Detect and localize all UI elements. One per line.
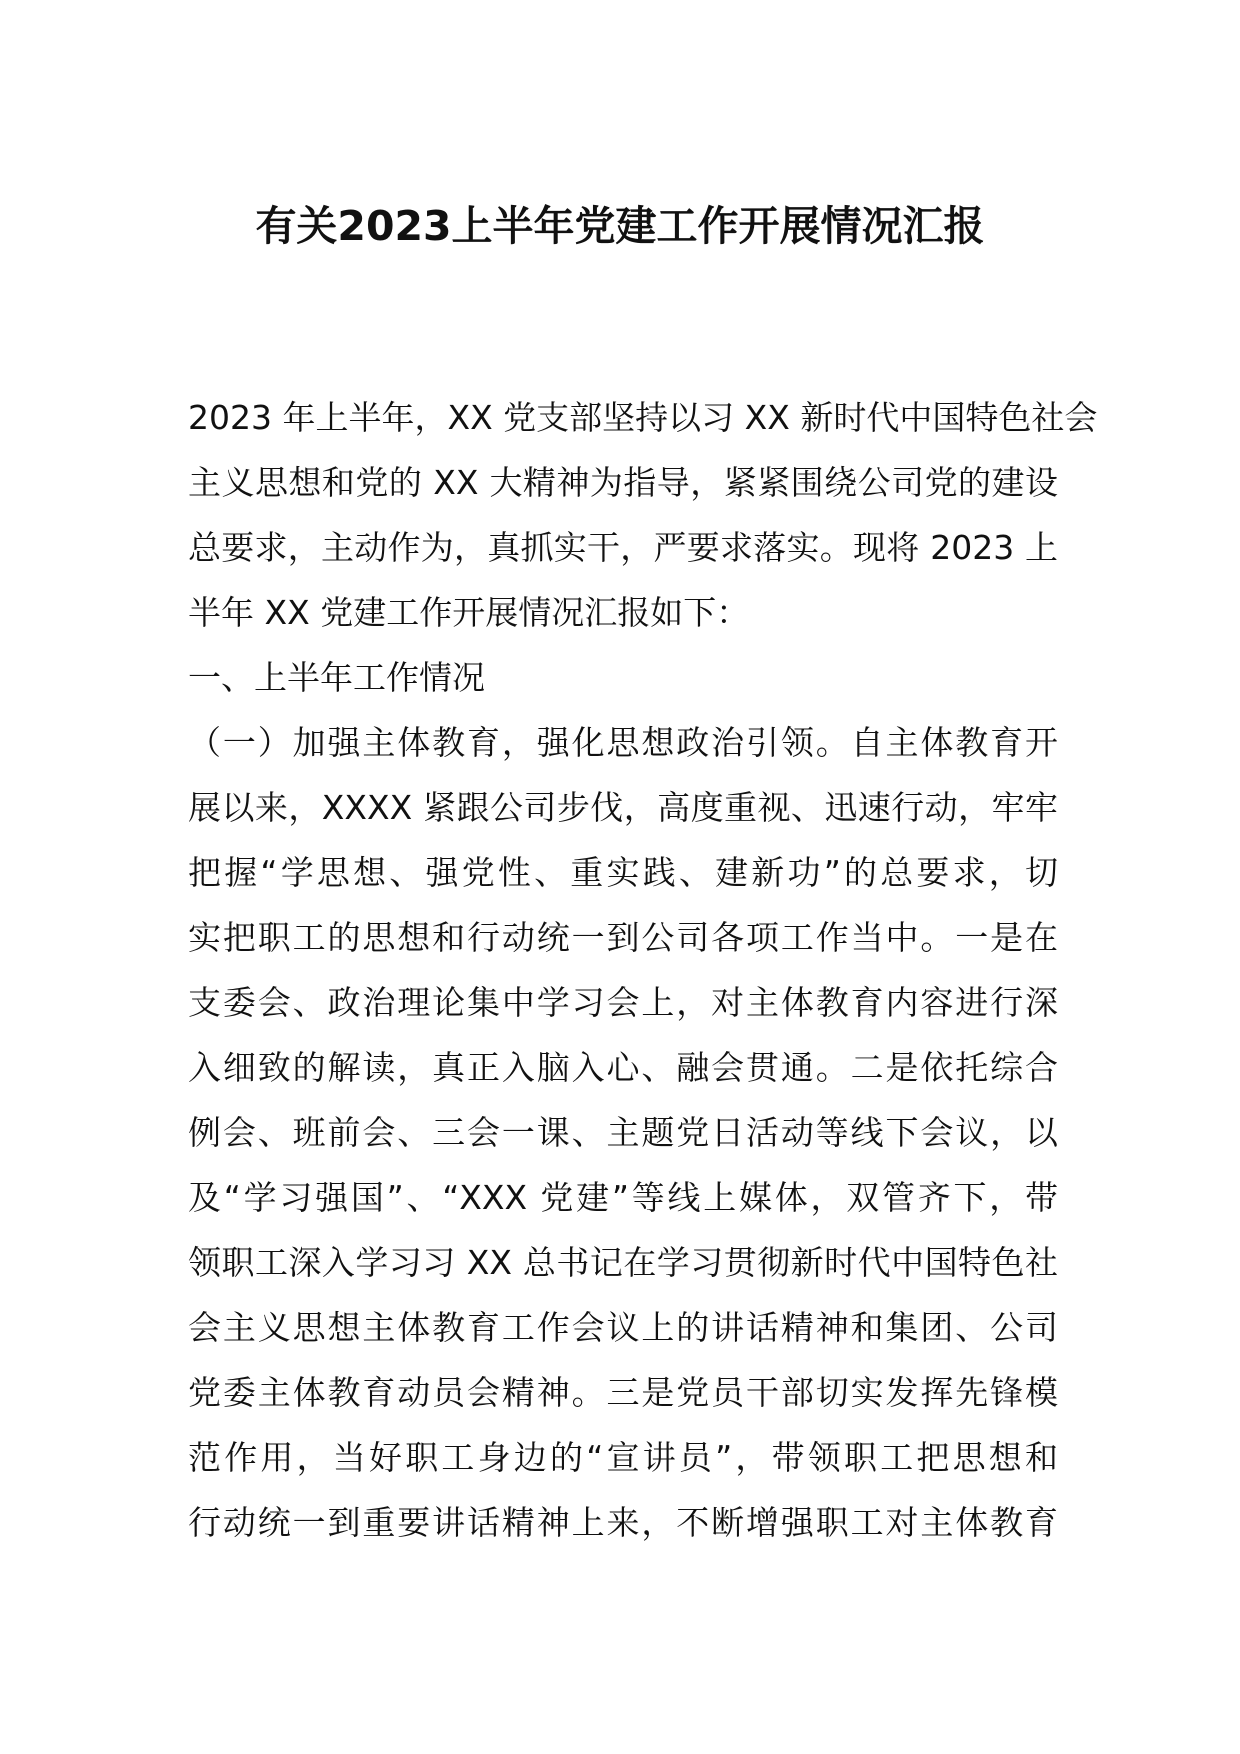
body-line: 及“学习强国”、“XXX 党建”等线上媒体，双管齐下，带 — [188, 1178, 1058, 1217]
document-body — [188, 385, 1098, 1555]
body-line: 会主义思想主体教育工作会议上的讲话精神和集团、公司 — [188, 1308, 1058, 1347]
body-line: 范作用，当好职工身边的“宣讲员”，带领职工把思想和 — [188, 1438, 1058, 1477]
body-line: 展以来，XXXX 紧跟公司步伐，高度重视、迅速行动，牢牢 — [188, 788, 1058, 827]
document-title: 有关2023上半年党建工作开展情况汇报 — [255, 202, 985, 250]
body-line: 把握“学思想、强党性、重实践、建新功”的总要求，切 — [188, 853, 1058, 892]
body-line: 领职工深入学习习 XX 总书记在学习贯彻新时代中国特色社 — [188, 1243, 1058, 1282]
body-line: 2023 年上半年，XX 党支部坚持以习 XX 新时代中国特色社会 — [188, 398, 1098, 437]
body-line: 支委会、政治理论集中学习会上，对主体教育内容进行深 — [188, 983, 1058, 1022]
body-line: 总要求，主动作为，真抓实干，严要求落实。现将 2023 上 — [188, 528, 1058, 567]
body-line: 实把职工的思想和行动统一到公司各项工作当中。一是在 — [188, 918, 1058, 957]
body-line: 半年 XX 党建工作开展情况汇报如下： — [188, 593, 750, 632]
body-line: 入细致的解读，真正入脑入心、融会贯通。二是依托综合 — [188, 1048, 1058, 1087]
body-line: 行动统一到重要讲话精神上来，不断增强职工对主体教育 — [188, 1503, 1058, 1542]
body-line: 党委主体教育动员会精神。三是党员干部切实发挥先锋模 — [188, 1373, 1058, 1412]
body-line: 一、上半年工作情况 — [188, 658, 485, 697]
body-line: （一）加强主体教育，强化思想政治引领。自主体教育开 — [188, 723, 1058, 762]
body-line: 主义思想和党的 XX 大精神为指导，紧紧围绕公司党的建设 — [188, 463, 1058, 502]
body-line: 例会、班前会、三会一课、主题党日活动等线下会议，以 — [188, 1113, 1058, 1152]
